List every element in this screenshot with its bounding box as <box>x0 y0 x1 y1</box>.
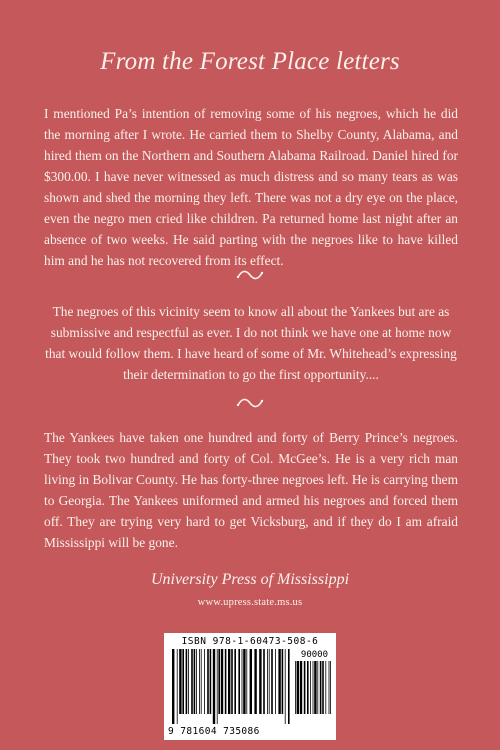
price-code: 90000 <box>300 650 328 660</box>
barcode-bar <box>210 649 212 714</box>
barcode-bar <box>228 649 230 714</box>
barcode-bar <box>231 649 233 714</box>
cover-heading: From the Forest Place letters <box>100 48 400 75</box>
barcode-bar <box>263 649 265 714</box>
barcode-bar <box>191 649 193 714</box>
letter-excerpt-3: The Yankees have taken one hundred and forty of Berry Prince’s negroes. They took two hundred and forty of Col. McGee’s. He is a very rich man living in Bolivar County. He has forty-three negroes left. He is carrying them to Georgia. The Yankees uniformed and armed his negroes and forced them off. They are trying very hard to get Vicksburg, and if they do I am afraid Mississippi will be gone. <box>44 430 458 550</box>
barcode-bar <box>250 649 252 714</box>
barcode-bar <box>201 649 202 714</box>
barcode-bar <box>246 649 247 714</box>
barcode-bar <box>238 649 240 714</box>
barcode-bar <box>207 649 209 714</box>
barcode-bar <box>213 649 215 724</box>
barcode-bar <box>285 649 286 724</box>
barcode-bar <box>269 649 270 714</box>
isbn-label: ISBN 978-1-60473-508-6 <box>181 636 319 647</box>
barcode-bar <box>259 649 261 714</box>
barcode-bar <box>196 649 197 714</box>
barcode-bar <box>304 661 306 714</box>
barcode-bar <box>225 649 227 714</box>
barcode-bar <box>278 649 280 714</box>
barcode-bar <box>221 649 223 714</box>
barcode-bars <box>172 649 290 724</box>
barcode-bar <box>194 649 196 714</box>
barcode-bar <box>199 649 200 714</box>
barcode-bar <box>325 661 326 714</box>
barcode-bar <box>310 661 311 714</box>
barcode-bar <box>242 649 243 714</box>
barcode-bar <box>186 649 188 714</box>
barcode-bar <box>313 661 314 714</box>
barcode-bar <box>188 649 189 714</box>
barcode-bar <box>314 661 316 714</box>
barcode-bar <box>267 649 268 714</box>
ornament-divider-1 <box>235 268 265 282</box>
barcode-bar <box>330 661 331 714</box>
barcode-bar <box>322 661 324 714</box>
price-barcode-bars <box>295 661 331 724</box>
barcode-bar <box>307 661 309 714</box>
ornament-divider-2 <box>235 396 265 410</box>
barcode-bar <box>218 649 220 714</box>
barcode-bar <box>243 649 245 714</box>
isbn-barcode <box>164 633 336 740</box>
publisher-name: University Press of Mississippi <box>150 571 350 588</box>
letter-excerpt-1: I mentioned Pa’s intention of removing some of his negroes, which he did the morning after I wrote. He carried them to Shelby County, Alabama, and hired them on the Northern and Southern Alabama Railroad. Daniel hired for $300.00. I have never witnessed as much distress and so many tears as was shown and shed the morning they left. There was not a dry eye on the place, even the negro men cried like children. Pa returned home last night after an absence of two weeks. He said parting with the negroes like to have killed him and he has not recovered from its effect. <box>44 106 458 268</box>
barcode-bar <box>317 661 318 714</box>
barcode-bar <box>295 661 296 714</box>
letter-excerpt-2: The negroes of this vicinity seem to know all about the Yankees but are as submissive and respectful as ever. I do not think we have one at home now that would follow them. I have heard of some of Mr. Whitehead’s expressing their determination to go the first opportunity.... <box>45 304 457 382</box>
barcode-bar <box>275 649 276 714</box>
barcode-bar <box>297 661 299 714</box>
barcode-bar <box>271 649 273 714</box>
barcode-bar <box>179 649 181 714</box>
barcode-bar <box>254 649 256 714</box>
ean-digits: 9 781604 735086 <box>168 726 260 737</box>
barcode-bar <box>329 661 330 714</box>
barcode-bar <box>204 649 205 714</box>
publisher-website: www.upress.state.ms.us <box>197 597 303 608</box>
barcode-bar <box>320 661 322 714</box>
barcode-bar <box>182 649 184 714</box>
barcode-bar <box>282 649 284 714</box>
barcode-bar <box>288 649 290 724</box>
barcode-bar <box>300 661 302 714</box>
barcode-bar <box>172 649 174 724</box>
barcode-bar <box>177 649 178 724</box>
barcode-bar <box>234 649 236 714</box>
barcode-bar <box>217 649 218 724</box>
